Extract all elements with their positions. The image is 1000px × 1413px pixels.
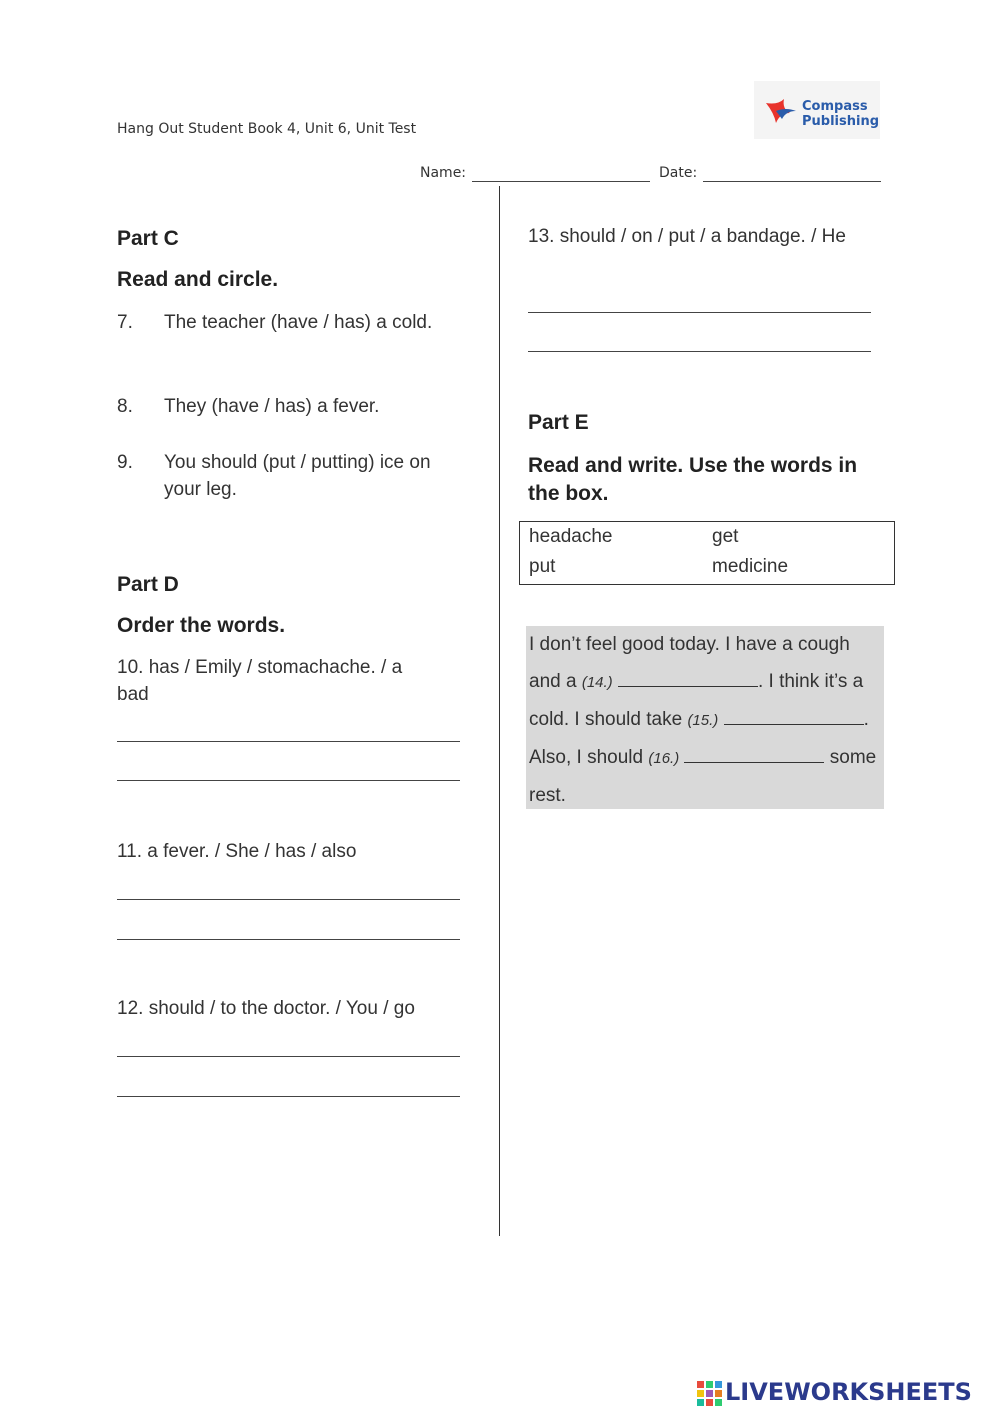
column-divider (499, 186, 500, 1236)
part-d-title: Part D (117, 573, 179, 596)
publisher-logo (754, 81, 880, 139)
book-title: Hang Out Student Book 4, Unit 6, Unit Test (117, 121, 417, 137)
name-label: Name: (420, 165, 467, 181)
answer-line[interactable] (117, 939, 460, 940)
star-logo-icon (760, 89, 804, 133)
answer-line[interactable] (528, 351, 871, 352)
date-label: Date: (659, 165, 698, 181)
part-d-instruction: Order the words. (117, 614, 286, 637)
answer-line[interactable] (117, 780, 460, 781)
date-field[interactable] (703, 181, 881, 182)
blank-15-input[interactable] (724, 706, 864, 725)
question-7[interactable] (117, 309, 447, 369)
question-number: 7. (117, 312, 133, 333)
question-text: You should (put / putting) ice on your leg. (164, 452, 431, 500)
part-e-instruction: Read and write. Use the words in the box. (528, 454, 858, 505)
word-box-item: medicine (712, 556, 789, 577)
question-12: 12. should / to the doctor. / You / go (117, 998, 415, 1019)
blank-16-input[interactable] (684, 744, 824, 763)
word-box-item: get (712, 526, 739, 547)
part-c-title: Part C (117, 227, 179, 250)
question-13: 13. should / on / put / a bandage. / He (528, 226, 846, 247)
passage-part-2: . I think it’s a cold. I should take (529, 671, 864, 730)
passage-part-3: . Also, I should (529, 709, 869, 768)
question-8[interactable] (117, 393, 447, 423)
footer-brand (697, 1378, 997, 1410)
blank-number-16: (16.) (648, 750, 680, 767)
brand-text: LIVEWORKSHEETS (725, 1378, 972, 1406)
answer-line[interactable] (117, 1096, 460, 1097)
question-11: 11. a fever. / She / has / also (117, 841, 357, 862)
blank-14-input[interactable] (618, 668, 758, 687)
part-c-instruction: Read and circle. (117, 268, 279, 291)
answer-line[interactable] (117, 899, 460, 900)
passage-part-1: I don’t feel good today. I have a cough and a (529, 634, 850, 692)
passage-part-4: some rest. (529, 747, 877, 806)
question-10: 10. has / Emily / stomachache. / a bad (117, 657, 403, 705)
answer-line[interactable] (117, 741, 460, 742)
blank-number-14: (14.) (581, 674, 613, 691)
name-field[interactable] (472, 181, 650, 182)
question-text: The teacher (have / has) a cold. (164, 312, 433, 333)
blank-number-15: (15.) (687, 712, 719, 729)
part-e-title: Part E (528, 411, 589, 434)
passage-box (526, 626, 884, 809)
logo-text-line1: Compass (802, 99, 868, 114)
word-box-item: put (529, 556, 556, 577)
answer-line[interactable] (117, 1056, 460, 1057)
question-number: 9. (117, 452, 133, 473)
passage-text (529, 626, 879, 814)
answer-line[interactable] (528, 312, 871, 313)
question-9[interactable] (117, 449, 447, 509)
question-number: 8. (117, 396, 133, 417)
liveworksheets-logo-icon (697, 1381, 723, 1407)
logo-text-line2: Publishing (802, 114, 880, 129)
word-box-item: headache (529, 526, 613, 547)
word-box (519, 521, 895, 585)
question-text: They (have / has) a fever. (164, 396, 380, 417)
